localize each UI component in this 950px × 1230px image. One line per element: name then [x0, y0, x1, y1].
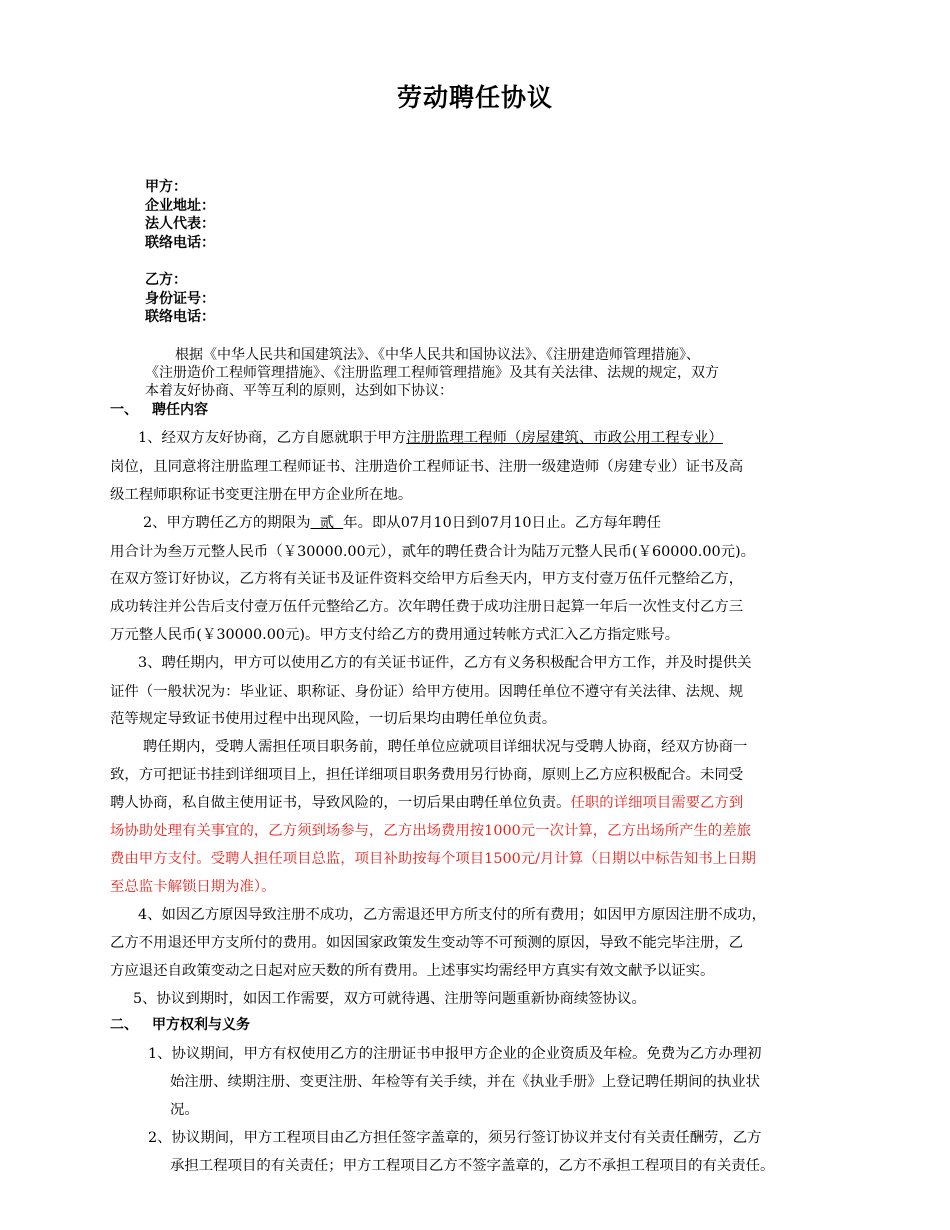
term-line-2: 致，方可把证书挂到详细项目上，担任详细项目职务费用另行协商，原则上乙方应积极配合。未同受	[110, 767, 744, 783]
clause-2-line-1	[143, 511, 661, 532]
term-red-line-3: 费由甲方支付。受聘人担任项目总监，项目补助按每个项目1500元/月计算（日期以中标告知书上日期	[110, 851, 756, 867]
section-2-item-1-line-2: 始注册、续期注册、变更注册、年检等有关手续，并在《执业手册》上登记聘任期间的执业状	[170, 1074, 761, 1090]
clause-1-prefix: 1、经双方友好协商，乙方自愿就职于甲方	[138, 430, 407, 446]
intro-line-1: 根据《中华人民共和国建筑法》、《中华人民共和国协议法》、《注册建造师管理措施》、	[175, 347, 700, 363]
section-1-heading	[110, 399, 208, 419]
clause-1-position: 注册监理工程师（房屋建筑、市政公用工程专业）	[406, 430, 723, 446]
clause-2-line-3: 在双方签订好协议，乙方将有关证书及证件资料交给甲方后叁天内，甲方支付壹万伍仟元整给乙方，	[110, 571, 744, 587]
section-2-item-2-line-1: 2、协议期间，甲方工程项目由乙方担任签字盖章的，须另行签订协议并支付有关责任酬劳，乙方	[148, 1130, 762, 1146]
party-b-phone-label: 联络电话：	[145, 309, 215, 325]
section-2-item-2-line-2: 承担工程项目的有关责任；甲方工程项目乙方不签字盖章的，乙方不承担工程项目的有关责任。	[170, 1158, 775, 1174]
clause-2-line-4: 成功转注并公告后支付壹万伍仟元整给乙方。次年聘任费于成功注册日起算一年后一次性支付乙方三	[110, 599, 744, 615]
document-title: 劳动聘任协议	[396, 83, 553, 112]
section-2-heading	[110, 1014, 250, 1034]
clause-2-years: 贰	[310, 515, 344, 531]
section-1-number: 一、	[110, 402, 138, 418]
party-a-phone-label: 联络电话：	[145, 235, 215, 251]
clause-3-line-1: 3、聘任期内，甲方可以使用乙方的有关证书证件，乙方有义务积极配合甲方工作，并及时提供关	[138, 655, 752, 671]
party-b-label: 乙方：	[145, 272, 187, 288]
clause-2-prefix: 2、甲方聘任乙方的期限为	[143, 515, 311, 531]
clause-2-line-2: 用合计为叁万元整人民币（￥30000.00元），贰年的聘任费合计为陆万元整人民币(￥60000.00元)。	[110, 544, 756, 560]
party-a-label: 甲方：	[145, 179, 187, 195]
section-2-title: 甲方权利与义务	[152, 1017, 250, 1033]
clause-1-line-3: 级工程师职称证书变更注册在甲方企业所在地。	[110, 487, 413, 503]
clause-3-line-2: 证件（一般状况为：毕业证、职称证、身份证）给甲方使用。因聘任单位不遵守有关法律、法规、规	[110, 684, 744, 700]
party-a-legal-rep-label: 法人代表：	[145, 216, 215, 232]
clause-1-line-1	[138, 426, 723, 447]
term-line-3	[110, 791, 743, 812]
party-b-id-label: 身份证号：	[145, 291, 215, 307]
intro-line-2: 《注册造价工程师管理措施》、《注册监理工程师管理措施》及其有关法律、法规的规定，双方	[145, 365, 719, 381]
term-red-line-4: 至总监卡解锁日期为准）。	[110, 879, 276, 895]
clause-4-line-3: 方应退还自政策变动之日起对应天数的所有费用。上述事实均需经甲方真实有效文献予以证实。	[110, 963, 715, 979]
clause-2-line-5: 万元整人民币(￥30000.00元)。甲方支付给乙方的费用通过转帐方式汇入乙方指定账号。	[110, 627, 680, 643]
clause-5-line-1: 5、协议到期时，如因工作需要，双方可就待遇、注册等问题重新协商续签协议。	[133, 991, 646, 1007]
section-2-item-1-line-3: 况。	[170, 1102, 199, 1118]
term-line-1: 聘任期内，受聘人需担任项目职务前，聘任单位应就项目详细状况与受聘人协商，经双方协商一	[143, 739, 748, 755]
clause-4-line-2: 乙方不用退还甲方支所付的费用。如因国家政策发生变动等不可预测的原因，导致不能完毕注册，乙	[110, 935, 744, 951]
term-line-3-text: 聘人协商，私自做主使用证书，导致风险的，一切后果由聘任单位负责。	[110, 795, 571, 811]
party-a-address-label: 企业地址：	[145, 198, 215, 214]
clause-3-line-3: 范等规定导致证书使用过程中出现风险，一切后果均由聘任单位负责。	[110, 711, 557, 727]
term-line-3-red-text: 任职的详细项目需要乙方到	[570, 795, 744, 811]
clause-1-line-2: 岗位，且同意将注册监理工程师证书、注册造价工程师证书、注册一级建造师（房建专业）证书及高	[110, 459, 744, 475]
clause-4-line-1: 4、如因乙方原因导致注册不成功，乙方需退还甲方所支付的所有费用；如因甲方原因注册不成功，	[138, 907, 766, 923]
section-1-title: 聘任内容	[152, 402, 208, 418]
section-2-number: 二、	[110, 1017, 138, 1033]
section-2-item-1-line-1: 1、协议期间，甲方有权使用乙方的注册证书申报甲方企业的企业资质及年检。免费为乙方办理初	[148, 1046, 762, 1062]
intro-line-3: 本着友好协商、平等互利的原则，达到如下协议：	[145, 383, 453, 399]
clause-2-suffix: 年。即从07月10日到07月10日止。乙方每年聘任	[343, 515, 662, 531]
term-red-line-2: 场协助处理有关事宜的，乙方须到场参与，乙方出场费用按1000元一次计算，乙方出场所产生的差旅	[110, 823, 752, 839]
